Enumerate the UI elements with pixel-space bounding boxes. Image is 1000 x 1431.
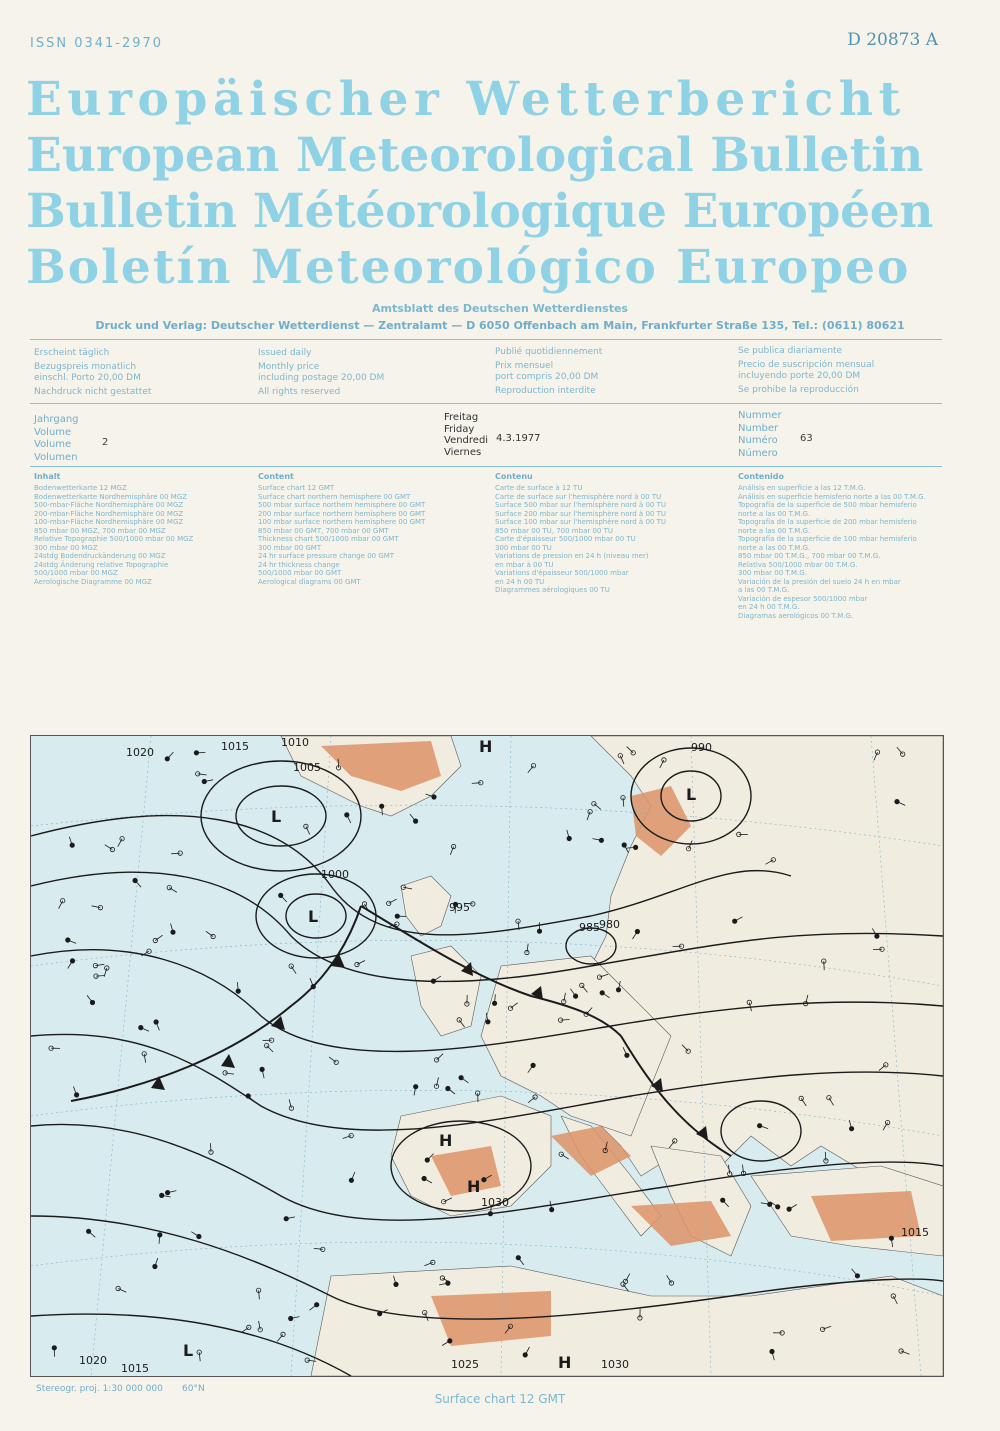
subscription-fr: Publié quotidiennement Prix mensuel port compris 20,00 DM Reproduction interdite — [495, 347, 603, 396]
isobar-label-1015: 1015 — [221, 740, 249, 753]
contents-item: Aerological diagrams 00 GMT — [258, 577, 361, 586]
contents-item: Aerologische Diagramme 00 MGZ — [34, 577, 152, 586]
high-center: H — [479, 737, 493, 756]
contents-item: Variación de espesor 500/1000 mbar — [738, 594, 868, 603]
contents-item: 850 mbar 00 T.M.G., 700 mbar 00 T.M.G. — [738, 552, 881, 560]
low-center: L — [686, 785, 697, 804]
contents-item: 300 mbar 00 TU — [495, 543, 552, 552]
contents-item: 24stdg Änderung relative Topographie — [34, 560, 169, 569]
high-center: H — [558, 1353, 572, 1372]
title-english: European Meteorological Bulletin — [26, 128, 924, 183]
divider — [30, 339, 942, 340]
high-center: H — [467, 1177, 481, 1196]
contents-item: Variación de la presión del suelo 24 h en mbar — [738, 577, 901, 586]
masthead-titles — [26, 72, 976, 296]
contents-item: Carte de surface à 12 TU — [495, 484, 583, 492]
divider — [30, 466, 942, 467]
contents-item: norte a las 00 T.M.G. — [738, 509, 811, 518]
volume-labels: Jahrgang Volume Volume Volumen — [34, 414, 79, 463]
weekday-labels: Freitag Friday Vendredi Viernes — [444, 412, 489, 458]
contents-item: Carte de surface sur l'hemisphère nord à 00 TU — [495, 492, 662, 501]
issue-date: 4.3.1977 — [496, 433, 541, 444]
station-marker — [895, 799, 899, 803]
low-center: L — [271, 807, 282, 826]
contents-item: Thickness chart 500/1000 mbar 00 GMT — [258, 535, 399, 543]
contents-item: 24stdg Bodendruckänderung 00 MGZ — [34, 552, 166, 560]
contents-item: Bodenwetterkarte Nordhemisphäre 00 MGZ — [34, 492, 188, 501]
contents-item: Variations d'épaisseur 500/1000 mbar — [495, 569, 629, 577]
contents-item: Variations de pression en 24 h (niveau mer) — [495, 552, 649, 560]
station-marker — [349, 1178, 353, 1182]
contents-fr — [495, 472, 720, 595]
isobar-label-1030-south: 1030 — [601, 1358, 629, 1371]
contents-heading: Inhalt — [34, 472, 61, 481]
contents-item: 500-mbar-Fläche Nordhemisphäre 00 MGZ — [34, 501, 184, 509]
contents-item: 300 mbar 00 T.M.G. — [738, 569, 807, 577]
isobar-label-1015-east: 1015 — [901, 1226, 929, 1239]
map-latitude: 60°N — [182, 1384, 205, 1394]
contents-item: en mbar à 00 TU — [495, 560, 554, 569]
contents-item: Topografía de la superficie de 200 mbar hemisferio — [738, 518, 917, 526]
contents-item: Surface 100 mbar sur l'hemisphère nord à 00 TU — [495, 518, 666, 526]
isobar-label-1020-south: 1020 — [79, 1354, 107, 1367]
contents-item: Surface chart 12 GMT — [258, 484, 335, 492]
contents-item: Relative Topographie 500/1000 mbar 00 MGZ — [34, 535, 194, 543]
contents-item: Diagrammes aérologiques 00 TU — [495, 586, 610, 594]
station-marker — [776, 1205, 780, 1209]
contents-item: 500 mbar surface northern hemisphere 00 GMT — [258, 501, 426, 509]
contents-item: 24 hr surface pressure change 00 GMT — [258, 552, 395, 560]
isobar-label-980: 980 — [599, 918, 620, 931]
publication-code: D 20873 A — [847, 30, 938, 50]
contents-item: norte a las 00 T.M.G. — [738, 526, 811, 535]
contents-item: Surface 500 mbar sur l'hemisphère nord à 00 TU — [495, 501, 666, 509]
subscription-en: Issued daily Monthly price including postage 20,00 DM All rights reserved — [258, 348, 385, 397]
contents-item: Bodenwetterkarte 12 MGZ — [34, 484, 127, 492]
contents-heading: Contenu — [495, 472, 533, 481]
station-marker — [875, 934, 879, 938]
isobar-label-1015-south: 1015 — [121, 1362, 149, 1375]
contents-item: Topografía de la superficie de 500 mbar hemisferio — [738, 501, 917, 509]
isobar-label-985: 985 — [579, 921, 600, 934]
divider — [30, 403, 942, 404]
contents-item: 850 mbar 00 TU, 700 mbar 00 TU — [495, 526, 613, 535]
map-caption: Surface chart 12 GMT — [434, 1392, 566, 1406]
contents-item: 300 mbar 00 GMT — [258, 543, 322, 552]
contents-item: 24 hr thickness change — [258, 560, 340, 569]
contents-item: Diagramas aerológicos 00 T.M.G. — [738, 611, 854, 620]
contents-item: en 24 h 00 TU — [495, 577, 545, 586]
station-marker — [757, 1124, 761, 1128]
contents-item: Análisis en superficie hemisferio norte a las 00 T.M.G. — [738, 492, 926, 501]
low-center: L — [308, 907, 319, 926]
contents-item: a las 00 T.M.G. — [738, 586, 790, 594]
title-french: Bulletin Météorologique Européen — [26, 184, 934, 239]
contents-item: norte a las 00 T.M.G. — [738, 543, 811, 552]
station-marker — [171, 930, 175, 934]
contents-item: en 24 h 00 T.M.G. — [738, 603, 800, 611]
contents-item: 850 mbar 00 MGZ, 700 mbar 00 MGZ — [34, 526, 166, 535]
contents-item: Surface chart northern hemisphere 00 GMT — [258, 492, 411, 501]
publisher-address-line: Druck und Verlag: Deutscher Wetterdienst — Zentralamt — D 6050 Offenbach am Main, Frankfurter Straße 135, Tel.: (0611) 80621 — [95, 319, 905, 332]
station-marker — [787, 1207, 791, 1211]
contents-item: Carte d'épaisseur 500/1000 mbar 00 TU — [495, 535, 636, 543]
isobar-label-995: 995 — [449, 901, 470, 914]
isobar-label-1005: 1005 — [293, 761, 321, 774]
contents-item: 500/1000 mbar 00 MGZ — [34, 569, 118, 577]
subscription-es: Se publica diariamente Precio de suscripción mensual incluyendo porte 20,00 DM Se prohibe la reproducción — [738, 346, 875, 395]
issue-number: 63 — [800, 433, 813, 444]
wind-barb — [338, 759, 339, 768]
high-center: H — [439, 1131, 453, 1150]
title-spanish: Boletín Meteorológico Europeo — [26, 240, 911, 295]
subscription-de: Erscheint täglich Bezugspreis monatlich einschl. Porto 20,00 DM Nachdruck nicht gestattet — [34, 348, 152, 397]
station-marker — [422, 1176, 426, 1180]
isobar-label-1025: 1025 — [451, 1358, 479, 1371]
contents-item: Relativa 500/1000 mbar 00 T.M.G. — [738, 560, 858, 569]
title-german: Europäischer Wetterbericht — [26, 72, 906, 127]
contents-item: 200 mbar surface northern hemisphere 00 GMT — [258, 509, 426, 518]
low-center: L — [183, 1341, 194, 1360]
contents-item: 500/1000 mbar 00 GMT — [258, 569, 342, 577]
volume-value: 2 — [102, 437, 109, 448]
contents-item: 100-mbar-Fläche Nordhemisphäre 00 MGZ — [34, 518, 184, 526]
contents-item: 100 mbar surface northern hemisphere 00 GMT — [258, 518, 426, 526]
contents-item: 300 mbar 00 MGZ — [34, 543, 98, 552]
issn-number: ISSN 0341-2970 — [30, 36, 164, 51]
isobar-label-990: 990 — [691, 741, 712, 754]
contents-item: Análisis en superficie a las 12 T.M.G. — [738, 484, 866, 492]
map-projection: Stereogr. proj. 1:30 000 000 — [36, 1384, 163, 1394]
contents-heading: Content — [258, 472, 294, 481]
contents-item: Surface 200 mbar sur l'hemisphère nord à 00 TU — [495, 509, 666, 518]
contents-en — [258, 472, 483, 586]
official-gazette-line: Amtsblatt des Deutschen Wetterdienstes — [372, 302, 628, 315]
isobar-label-1020: 1020 — [126, 746, 154, 759]
surface-weather-map — [30, 735, 944, 1377]
contents-item: 850 mbar 00 GMT, 700 mbar 00 GMT — [258, 526, 389, 535]
isobar-label-1030: 1030 — [481, 1196, 509, 1209]
contents-heading: Contenido — [738, 472, 784, 481]
station-marker — [431, 979, 435, 983]
number-labels: Nummer Number Numéro Número — [738, 410, 782, 459]
station-marker — [625, 1053, 629, 1057]
contents-es — [738, 472, 963, 620]
contents-de — [34, 472, 259, 586]
station-marker — [733, 919, 737, 923]
station-marker — [70, 843, 74, 847]
isobar-label-1000: 1000 — [321, 868, 349, 881]
isobar-label-1010: 1010 — [281, 736, 309, 749]
contents-item: Topografía de la superficie de 100 mbar hemisferio — [738, 535, 917, 543]
contents-item: 200-mbar-Fläche Nordhemisphäre 00 MGZ — [34, 509, 184, 518]
